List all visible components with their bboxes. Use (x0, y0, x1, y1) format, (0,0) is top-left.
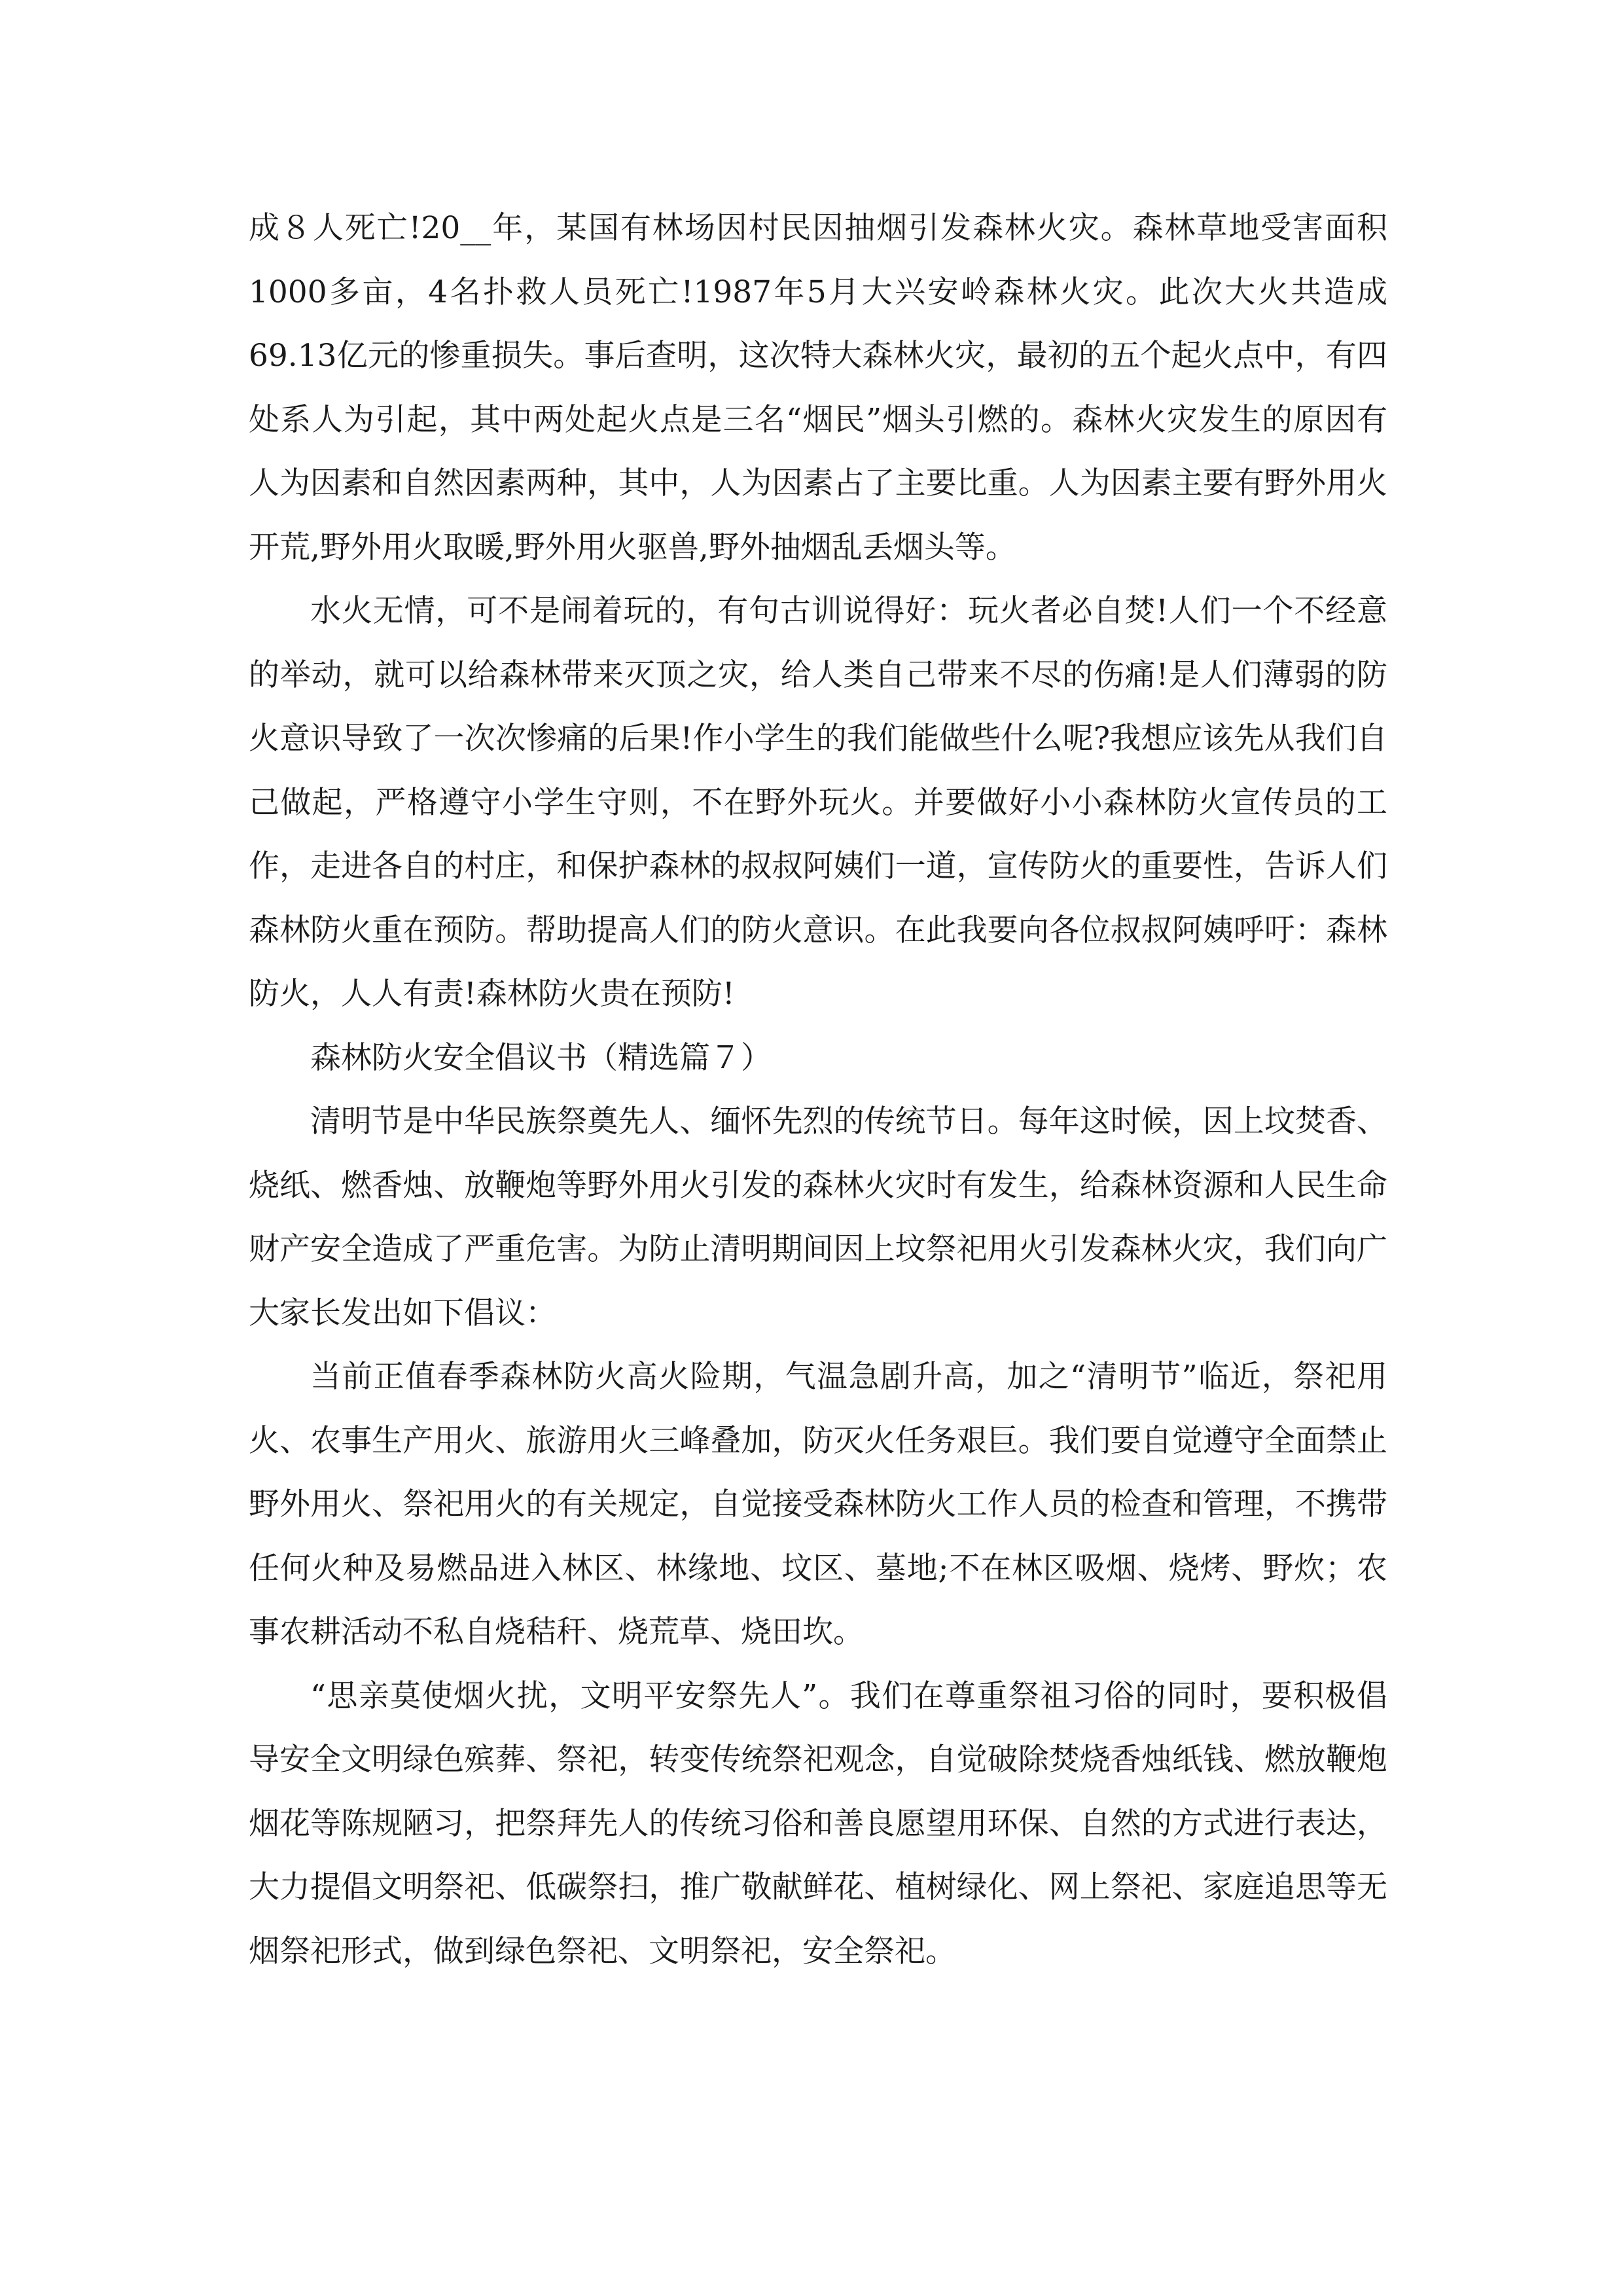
paragraph-fire-warning: 水火无情，可不是闹着玩的，有句古训说得好：玩火者必自焚!人们一个不经意的举动，就可以给森林带来灭顶之灾，给人类自己带来不尽的伤痛!是人们薄弱的防火意识导致了一次次惨痛的后果!作小学生的我们能做些什么呢?我想应该先从我们自己做起，严格遵守小学生守则，不在野外玩火。并要做好小小森林防火宣传员的工作，走进各自的村庄，和保护森林的叔叔阿姨们一道，宣传防火的重要性，告诉人们森林防火重在预防。帮助提高人们的防火意识。在此我要向各位叔叔阿姨呼吁：森林防火，人人有责!森林防火贵在预防! (249, 593, 1387, 1012)
paragraph-civilized-worship: “思亲莫使烟火扰，文明平安祭先人”。我们在尊重祭祖习俗的同时，要积极倡导安全文明绿色殡葬、祭祀，转变传统祭祀观念，自觉破除焚烧香烛纸钱、燃放鞭炮烟花等陈规陋习，把祭拜先人的传统习俗和善良愿望用环保、自然的方式进行表达，大力提倡文明祭祀、低碳祭扫，推广敬献鲜花、植树绿化、网上祭祀、家庭追思等无烟祭祀形式，做到绿色祭祀、文明祭祀，安全祭祀。 (249, 1677, 1387, 1969)
document-body (249, 196, 1387, 1983)
paragraph-fire-prevention-rules: 当前正值春季森林防火高火险期，气温急剧升高，加之“清明节”临近，祭祀用火、农事生产用火、旅游用火三峰叠加，防灭火任务艰巨。我们要自觉遵守全面禁止野外用火、祭祀用火的有关规定，自觉接受森林防火工作人员的检查和管理，不携带任何火种及易燃品进入林区、林缘地、坟区、墓地;不在林区吸烟、烧烤、野炊；农事农耕活动不私自烧秸秆、烧荒草、烧田坎。 (249, 1359, 1387, 1650)
paragraph-qingming-intro: 清明节是中华民族祭奠先人、缅怀先烈的传统节日。每年这时候，因上坟焚香、烧纸、燃香烛、放鞭炮等野外用火引发的森林火灾时有发生，给森林资源和人民生命财产安全造成了严重危害。为防止清明期间因上坟祭祀用火引发森林火灾，我们向广大家长发出如下倡议： (249, 1103, 1387, 1331)
section-heading: 森林防火安全倡议书（精选篇７） (310, 1039, 772, 1076)
paragraph-forest-fire-history: 成８人死亡!20__年，某国有林场因村民因抽烟引发森林火灾。森林草地受害面积1000多亩，4名扑救人员死亡!1987年5月大兴安岭森林火灾。此次大火共造成69.13亿元的惨重损失。事后查明，这次特大森林火灾，最初的五个起火点中，有四处系人为引起，其中两处起火点是三名“烟民”烟头引燃的。森林火灾发生的原因有人为因素和自然因素两种，其中，人为因素占了主要比重。人为因素主要有野外用火开荒,野外用火取暖,野外用火驱兽,野外抽烟乱丢烟头等。 (249, 210, 1387, 565)
